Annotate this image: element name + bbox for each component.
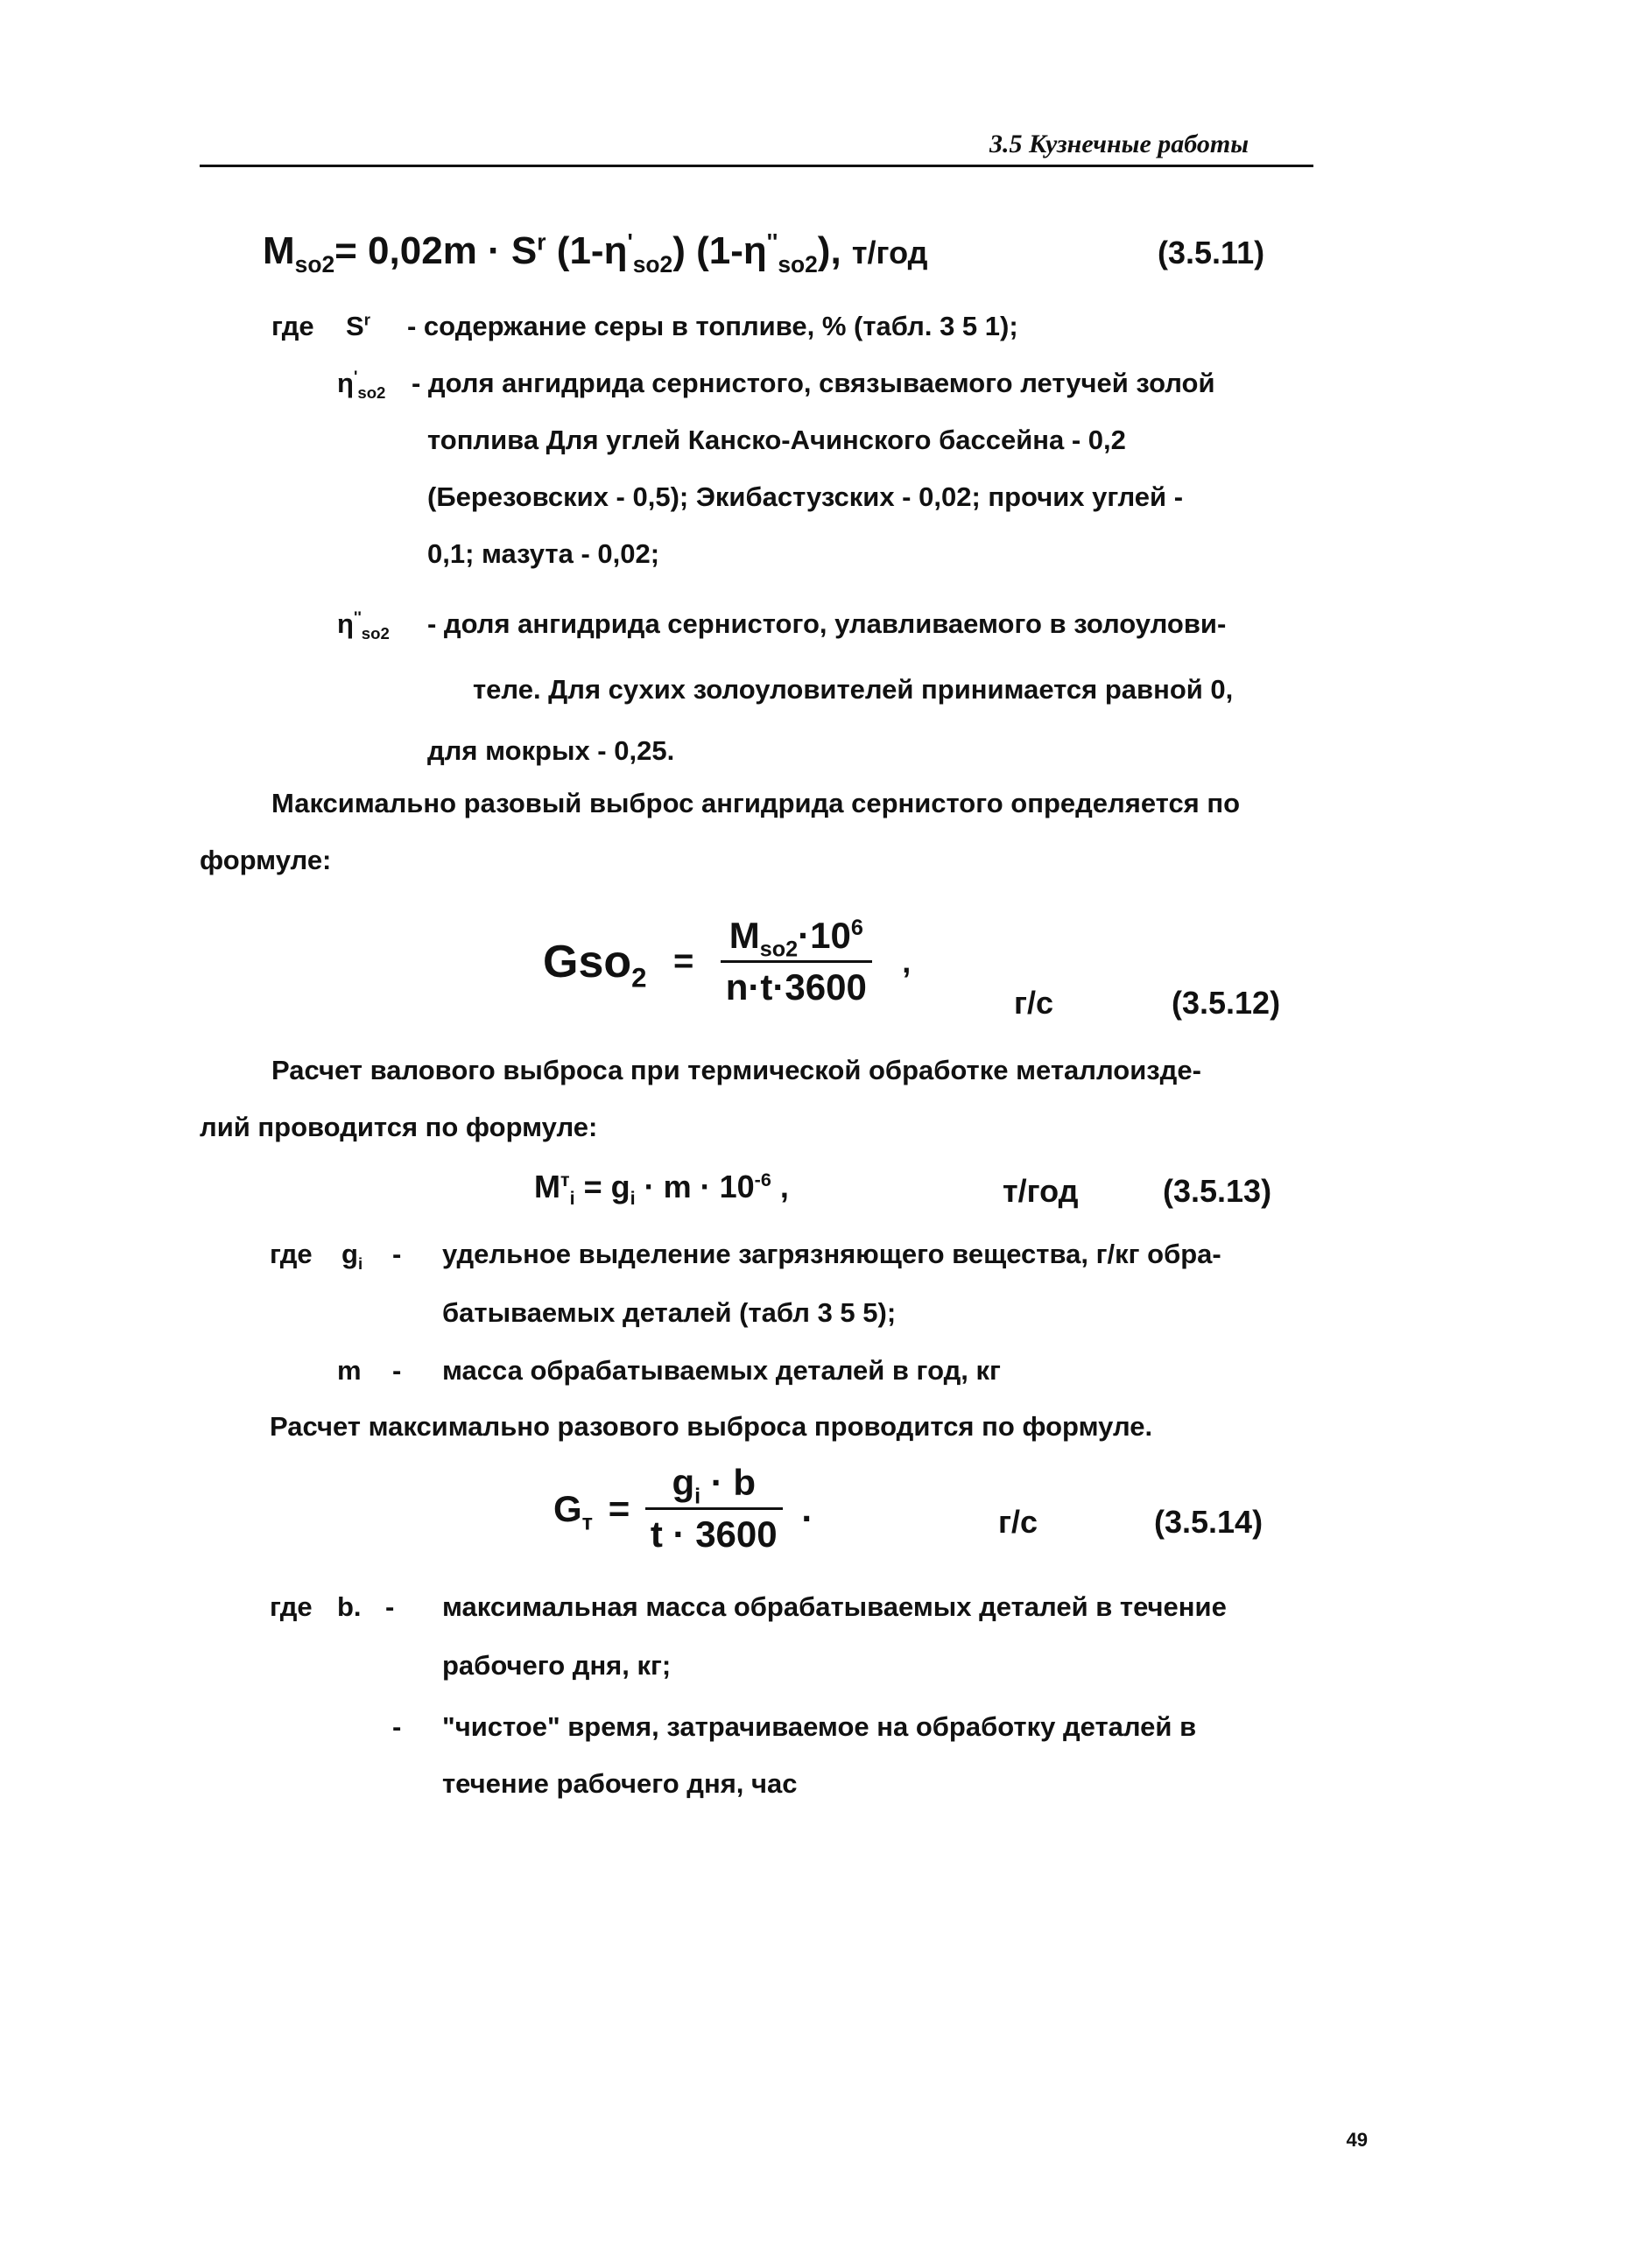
running-head: 3.5 Кузнечные работы: [989, 130, 1249, 158]
paragraph-gross-emission-line1: Расчет валового выброса при термической обработке металлоизде-: [271, 1055, 1201, 1085]
definition-m: масса обрабатываемых деталей в год, кг: [442, 1355, 1001, 1386]
definition-s: - содержание серы в топливе, % (табл. 3 5 1);: [407, 311, 1018, 341]
symbol-m: m: [337, 1355, 362, 1386]
where-label: где: [271, 311, 314, 341]
unit-3-5-13: т/год: [1003, 1173, 1079, 1209]
definition-eta-prime-line2: топлива Для углей Канско-Ачинского бассейна - 0,2: [427, 425, 1126, 455]
symbol-s: $S^r$: [346, 310, 370, 341]
definition-eta-prime-line3: (Березовских - 0,5); Экибастузских - 0,02; прочих углей -: [427, 481, 1184, 512]
definition-b-line2: рабочего дня, кг;: [442, 1650, 672, 1681]
equation-3-5-11: $M_{so2}= 0,02m \cdot S^r$ $(1-\eta'_{so2})$ $(1-\eta''_{so2})$, т/год: [263, 228, 928, 277]
where-label-3: где: [270, 1591, 313, 1622]
unit-3-5-12: г/с: [1014, 985, 1054, 1021]
dash-b: -: [385, 1591, 395, 1622]
where-label-2: где: [270, 1239, 313, 1269]
symbol-eta-double: $\eta''_{so2}$: [337, 607, 390, 643]
equation-number-3-5-13: (3.5.13): [1163, 1173, 1272, 1209]
equation-number-3-5-14: (3.5.14): [1154, 1504, 1263, 1540]
definition-g-line1: удельное выделение загрязняющего вещества, г/кг обра-: [442, 1239, 1221, 1269]
paragraph-gross-emission-line2: лий проводится по формуле:: [200, 1112, 598, 1142]
equation-number-3-5-12: (3.5.12): [1172, 985, 1281, 1021]
definition-t-line1: "чистое" время, затрачиваемое на обработку деталей в: [442, 1711, 1197, 1742]
equation-3-5-12: Gso$_2$ = $\frac{M_{so2}\cdot 10^6}{n\cdot t\cdot 3600}$ ,: [543, 915, 912, 1008]
definition-eta-double-line2: теле. Для сухих золоуловителей принимается равной 0,: [473, 674, 1234, 705]
equation-number-3-5-11: (3.5.11): [1158, 235, 1265, 270]
equation-3-5-13: $M^т_i = g_i \cdot m \cdot 10^{-6}$ ,: [534, 1169, 789, 1210]
definition-b-line1: максимальная масса обрабатываемых деталей в течение: [442, 1591, 1227, 1622]
paragraph-max-emission-line1: Максимально разовый выброс ангидрида сернистого определяется по: [271, 788, 1241, 818]
symbol-eta-prime: $\eta'_{so2}$: [337, 367, 386, 403]
symbol-b: b.: [337, 1591, 362, 1622]
definition-eta-prime-line4: 0,1; мазута - 0,02;: [427, 538, 660, 569]
unit-3-5-14: г/с: [998, 1504, 1038, 1540]
dash-g: -: [392, 1239, 402, 1269]
paragraph-max-single: Расчет максимально разового выброса проводится по формуле.: [270, 1411, 1153, 1442]
definition-eta-double-line1: - доля ангидрида сернистого, улавливаемого в золоулови-: [427, 608, 1227, 639]
equation-3-5-14: $G_т$ = $\frac{g_i \cdot b}{t \cdot 3600}$ .: [553, 1462, 812, 1555]
symbol-g: $g_i$: [341, 1239, 363, 1274]
header-rule: [200, 165, 1313, 167]
dash-t: -: [392, 1711, 402, 1742]
page-number: 49: [1346, 2129, 1368, 2151]
dash-m: -: [392, 1355, 402, 1386]
paragraph-max-emission-line2: формуле:: [200, 845, 332, 875]
definition-g-line2: батываемых деталей (табл 3 5 5);: [442, 1297, 897, 1328]
definition-eta-double-line3: для мокрых - 0,25.: [427, 735, 675, 766]
definition-eta-prime-line1: - доля ангидрида сернистого, связываемого летучей золой: [412, 368, 1215, 398]
definition-t-line2: течение рабочего дня, час: [442, 1768, 798, 1799]
